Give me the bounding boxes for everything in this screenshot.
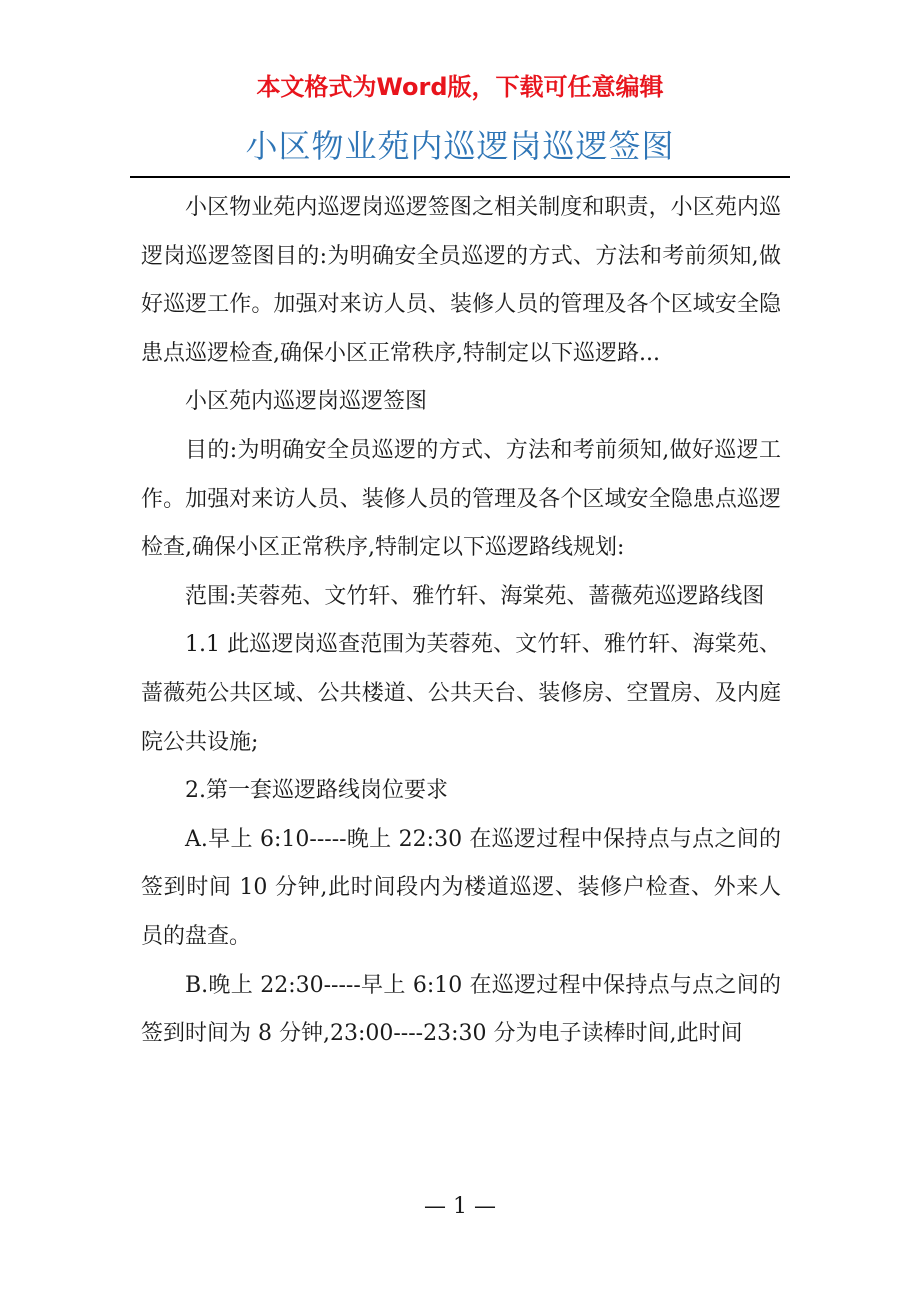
paragraph-subtitle: 小区苑内巡逻岗巡逻签图 <box>185 389 428 415</box>
paragraph-section-1-1: 1.1 此巡逻岗巡查范围为芙蓉苑、文竹轩、雅竹轩、海棠苑、蔷薇苑公共区域、公共楼道、公共天台、装修房、空置房、及内庭院公共设施; <box>141 632 781 755</box>
document-body <box>141 184 781 1059</box>
paragraph-intro: 小区物业苑内巡逻岗巡逻签图之相关制度和职责，小区苑内巡逻岗巡逻签图目的:为明确安全员巡逻的方式、方法和考前须知,做好巡逻工作。加强对来访人员、装修人员的管理及各个区域安全隐患点巡逻检查,确保小区正常秩序,特制定以下巡逻路... <box>141 195 781 366</box>
format-notice-banner: 本文格式为Word版，下载可任意编辑 <box>256 73 664 101</box>
paragraph-section-2: 2.第一套巡逻路线岗位要求 <box>185 778 448 804</box>
document-title: 小区物业苑内巡逻岗巡逻签图 <box>245 127 675 165</box>
paragraph-item-a: A.早上 6:10-----晚上 22:30 在巡逻过程中保持点与点之间的签到时间 10 分钟,此时间段内为楼道巡逻、装修户检查、外来人员的盘查。 <box>141 826 781 949</box>
paragraph-scope: 范围:芙蓉苑、文竹轩、雅竹轩、海棠苑、蔷薇苑巡逻路线图 <box>185 583 765 609</box>
page-number: — 1 — <box>424 1194 496 1219</box>
title-divider <box>130 176 790 178</box>
paragraph-purpose: 目的:为明确安全员巡逻的方式、方法和考前须知,做好巡逻工作。加强对来访人员、装修人员的管理及各个区域安全隐患点巡逻检查,确保小区正常秩序,特制定以下巡逻路线规划: <box>141 437 781 561</box>
paragraph-item-b: B.晚上 22:30-----早上 6:10 在巡逻过程中保持点与点之间的签到时间为 8 分钟,23:00----23:30 分为电子读棒时间,此时间 <box>141 972 781 1047</box>
